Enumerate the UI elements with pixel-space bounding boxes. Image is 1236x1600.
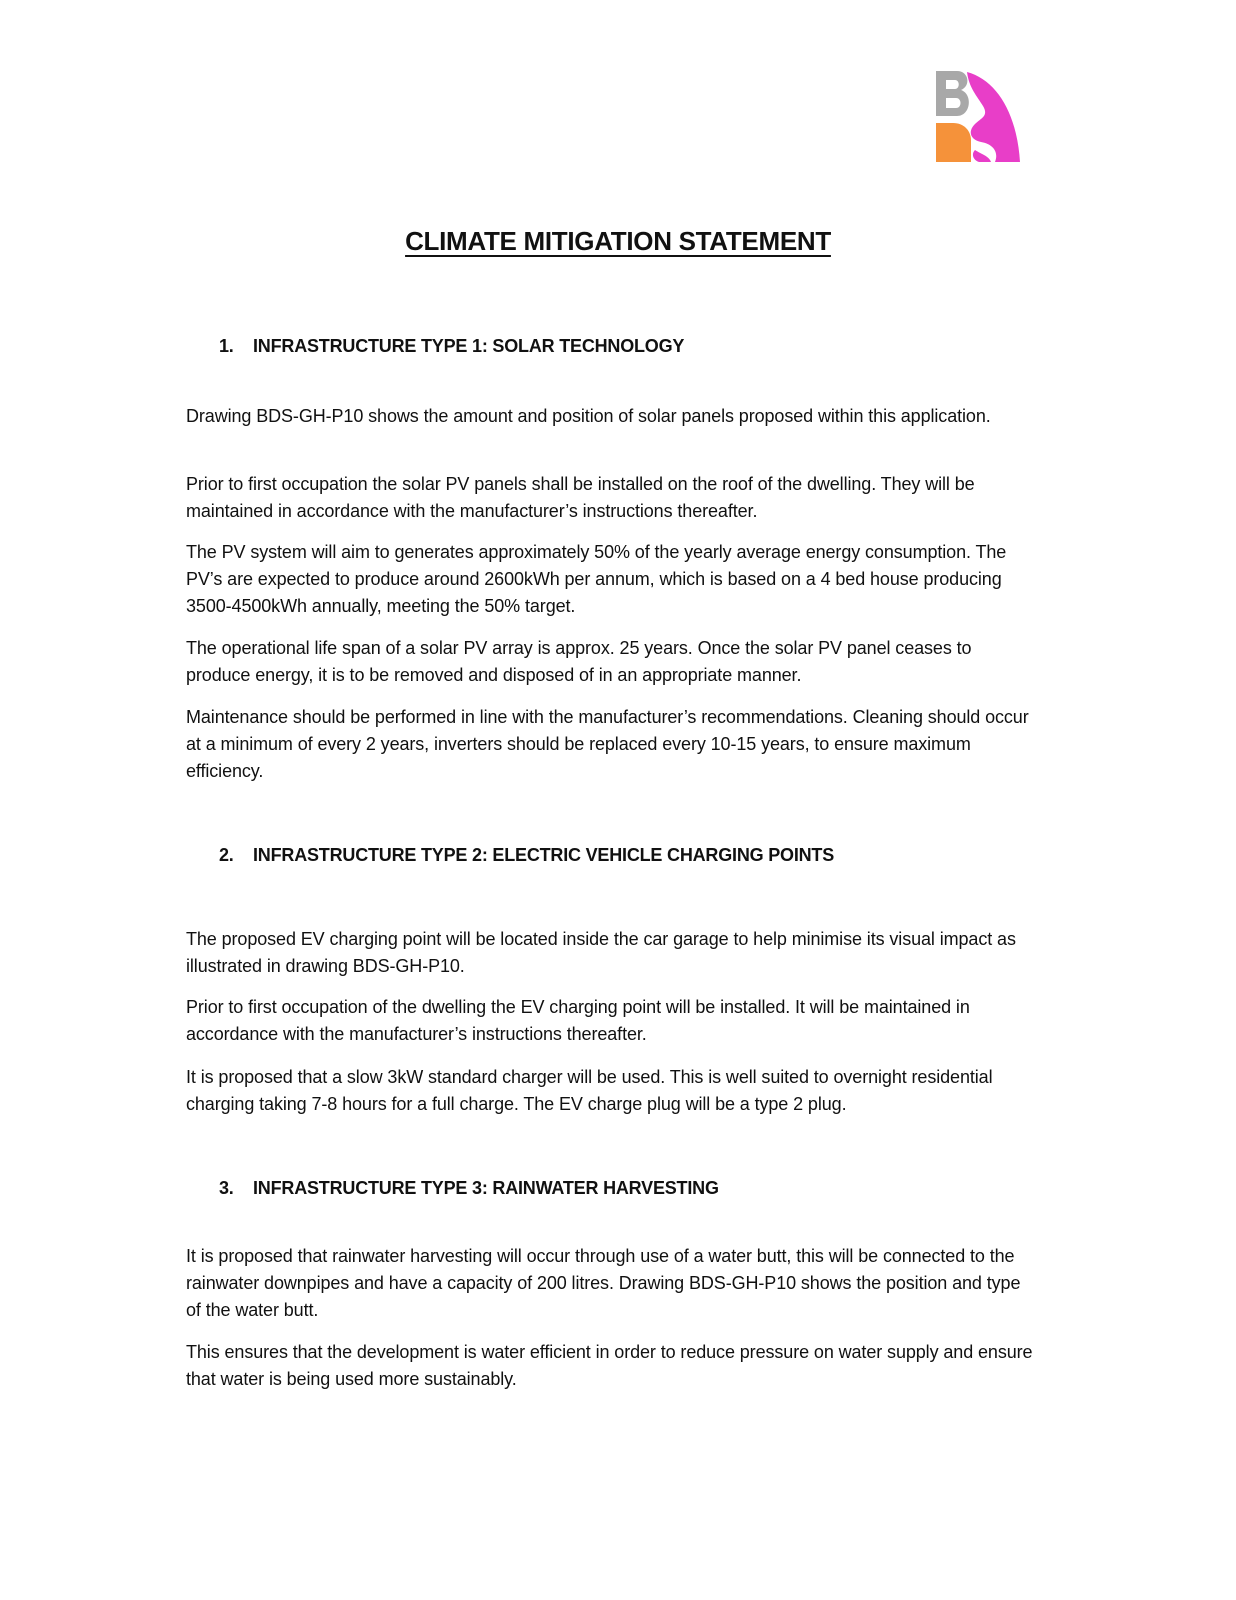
paragraph: Prior to first occupation of the dwelling the EV charging point will be installed. It will be maintained in accordance with the manufacturer’s instructions thereafter. <box>186 997 970 1044</box>
logo-letter-b <box>936 71 969 116</box>
paragraph: Maintenance should be performed in line with the manufacturer’s recommendations. Cleaning should occur at a minimum of every 2 years, inverters should be replaced every 10-15 years, to ensure maximum efficiency. <box>186 707 1029 781</box>
section-heading <box>219 1178 719 1199</box>
paragraph: Prior to first occupation the solar PV panels shall be installed on the roof of the dwelling. They will be maintained in accordance with the manufacturer’s instructions thereafter. <box>186 474 975 521</box>
paragraph: The proposed EV charging point will be located inside the car garage to help minimise its visual impact as illustrated in drawing BDS-GH-P10. <box>186 929 1016 976</box>
paragraph: Drawing BDS-GH-P10 shows the amount and position of solar panels proposed within this application. <box>186 406 991 426</box>
paragraph: The PV system will aim to generates approximately 50% of the yearly average energy consumption. The PV’s are expected to produce around 2600kWh per annum, which is based on a 4 bed house producing 3500-4500kWh annually, meeting the 50% target. <box>186 542 1007 616</box>
paragraph: The operational life span of a solar PV array is approx. 25 years. Once the solar PV panel ceases to produce energy, it is to be removed and disposed of in an appropriate manner. <box>186 638 972 685</box>
section-heading-text: INFRASTRUCTURE TYPE 3: RAINWATER HARVESTING <box>253 1178 719 1198</box>
section-number: 1. <box>219 336 234 356</box>
section-heading-text: INFRASTRUCTURE TYPE 1: SOLAR TECHNOLOGY <box>253 336 685 356</box>
section-number: 3. <box>219 1178 234 1198</box>
paragraph: It is proposed that a slow 3kW standard charger will be used. This is well suited to overnight residential charging taking 7-8 hours for a full charge. The EV charge plug will be a type 2 plug. <box>186 1067 993 1114</box>
paragraph: This ensures that the development is water efficient in order to reduce pressure on water supply and ensure that water is being used more sustainably. <box>186 1342 1033 1389</box>
page-title: CLIMATE MITIGATION STATEMENT <box>405 226 831 256</box>
section-heading <box>219 336 684 357</box>
logo-letter-s <box>967 72 1020 162</box>
section-number: 2. <box>219 845 234 865</box>
section-heading <box>219 845 834 866</box>
logo-letter-d <box>936 123 971 162</box>
paragraph: It is proposed that rainwater harvesting will occur through use of a water butt, this will be connected to the rainwater downpipes and have a capacity of 200 litres. Drawing BDS-GH-P10 shows the position and type of the water butt. <box>186 1246 1021 1320</box>
section-heading-text: INFRASTRUCTURE TYPE 2: ELECTRIC VEHICLE CHARGING POINTS <box>253 845 835 865</box>
bds-logo <box>933 68 1025 166</box>
